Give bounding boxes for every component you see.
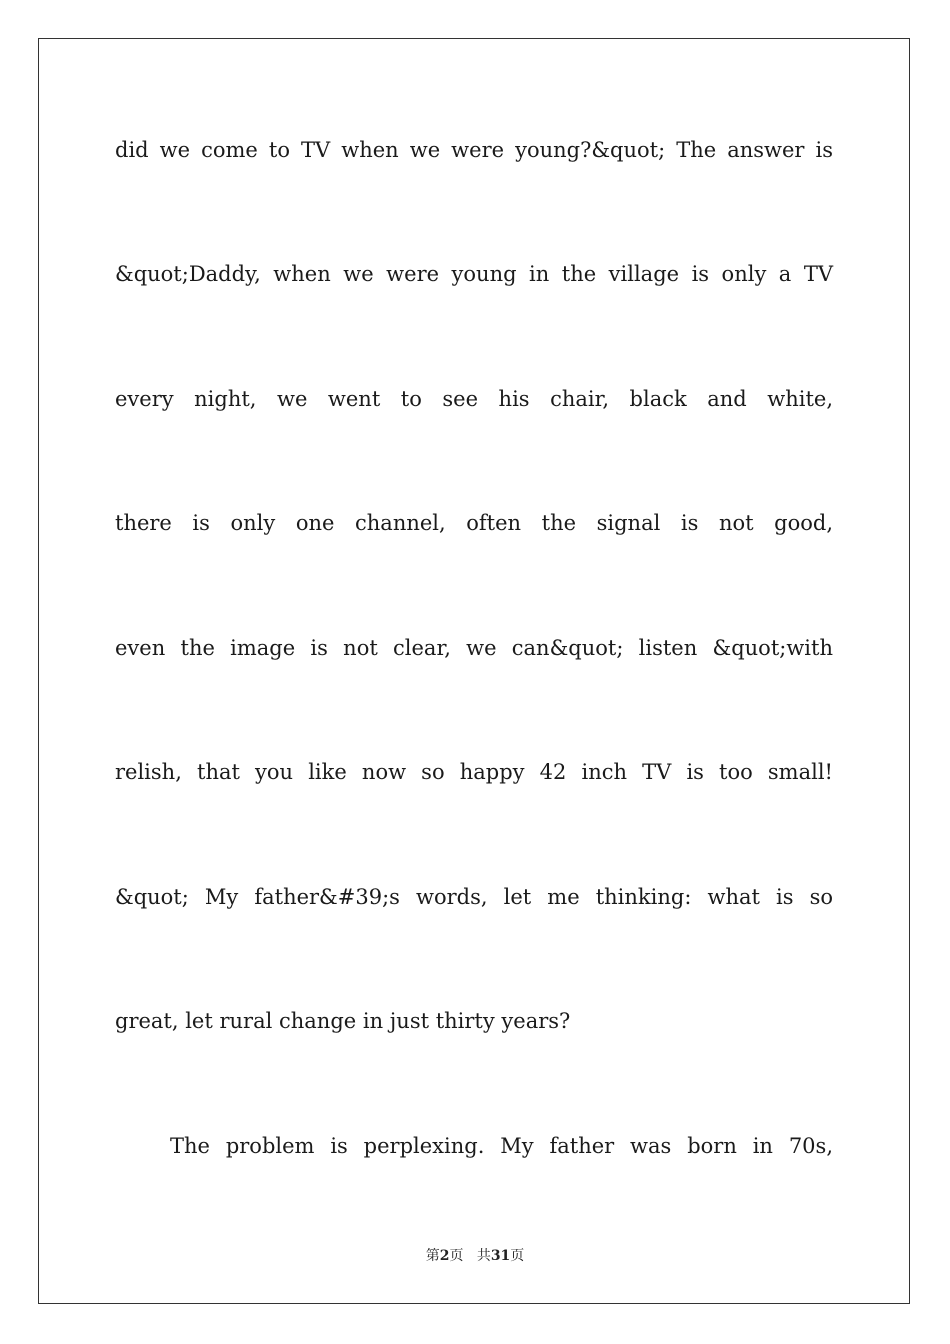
page-footer [0, 1246, 950, 1266]
body-text-line-6: relish, that you like now so happy 42 inch TV is too small! [115, 760, 833, 784]
total-suffix: 页 [510, 1248, 525, 1264]
page-prefix: 第 [425, 1248, 440, 1264]
total-prefix: 共 [476, 1248, 491, 1264]
body-text-line-2: &quot;Daddy, when we were young in the village is only a TV [115, 262, 833, 286]
paragraph-start-line: The problem is perplexing. My father was born in 70s, [170, 1134, 833, 1158]
body-text-line-1: did we come to TV when we were young?&quot; The answer is [115, 138, 833, 162]
total-pages: 31 [490, 1248, 511, 1264]
body-text-line-8: great, let rural change in just thirty years? [115, 1009, 571, 1033]
body-text-line-3: every night, we went to see his chair, black and white, [115, 387, 833, 411]
page-border [38, 38, 910, 1304]
page-number: 2 [439, 1248, 450, 1264]
body-text-line-7: &quot; My father&#39;s words, let me thinking: what is so [115, 885, 833, 909]
body-text-line-4: there is only one channel, often the signal is not good, [115, 511, 833, 535]
body-text-line-5: even the image is not clear, we can&quot; listen &quot;with [115, 636, 833, 660]
page-suffix: 页 [449, 1248, 464, 1264]
